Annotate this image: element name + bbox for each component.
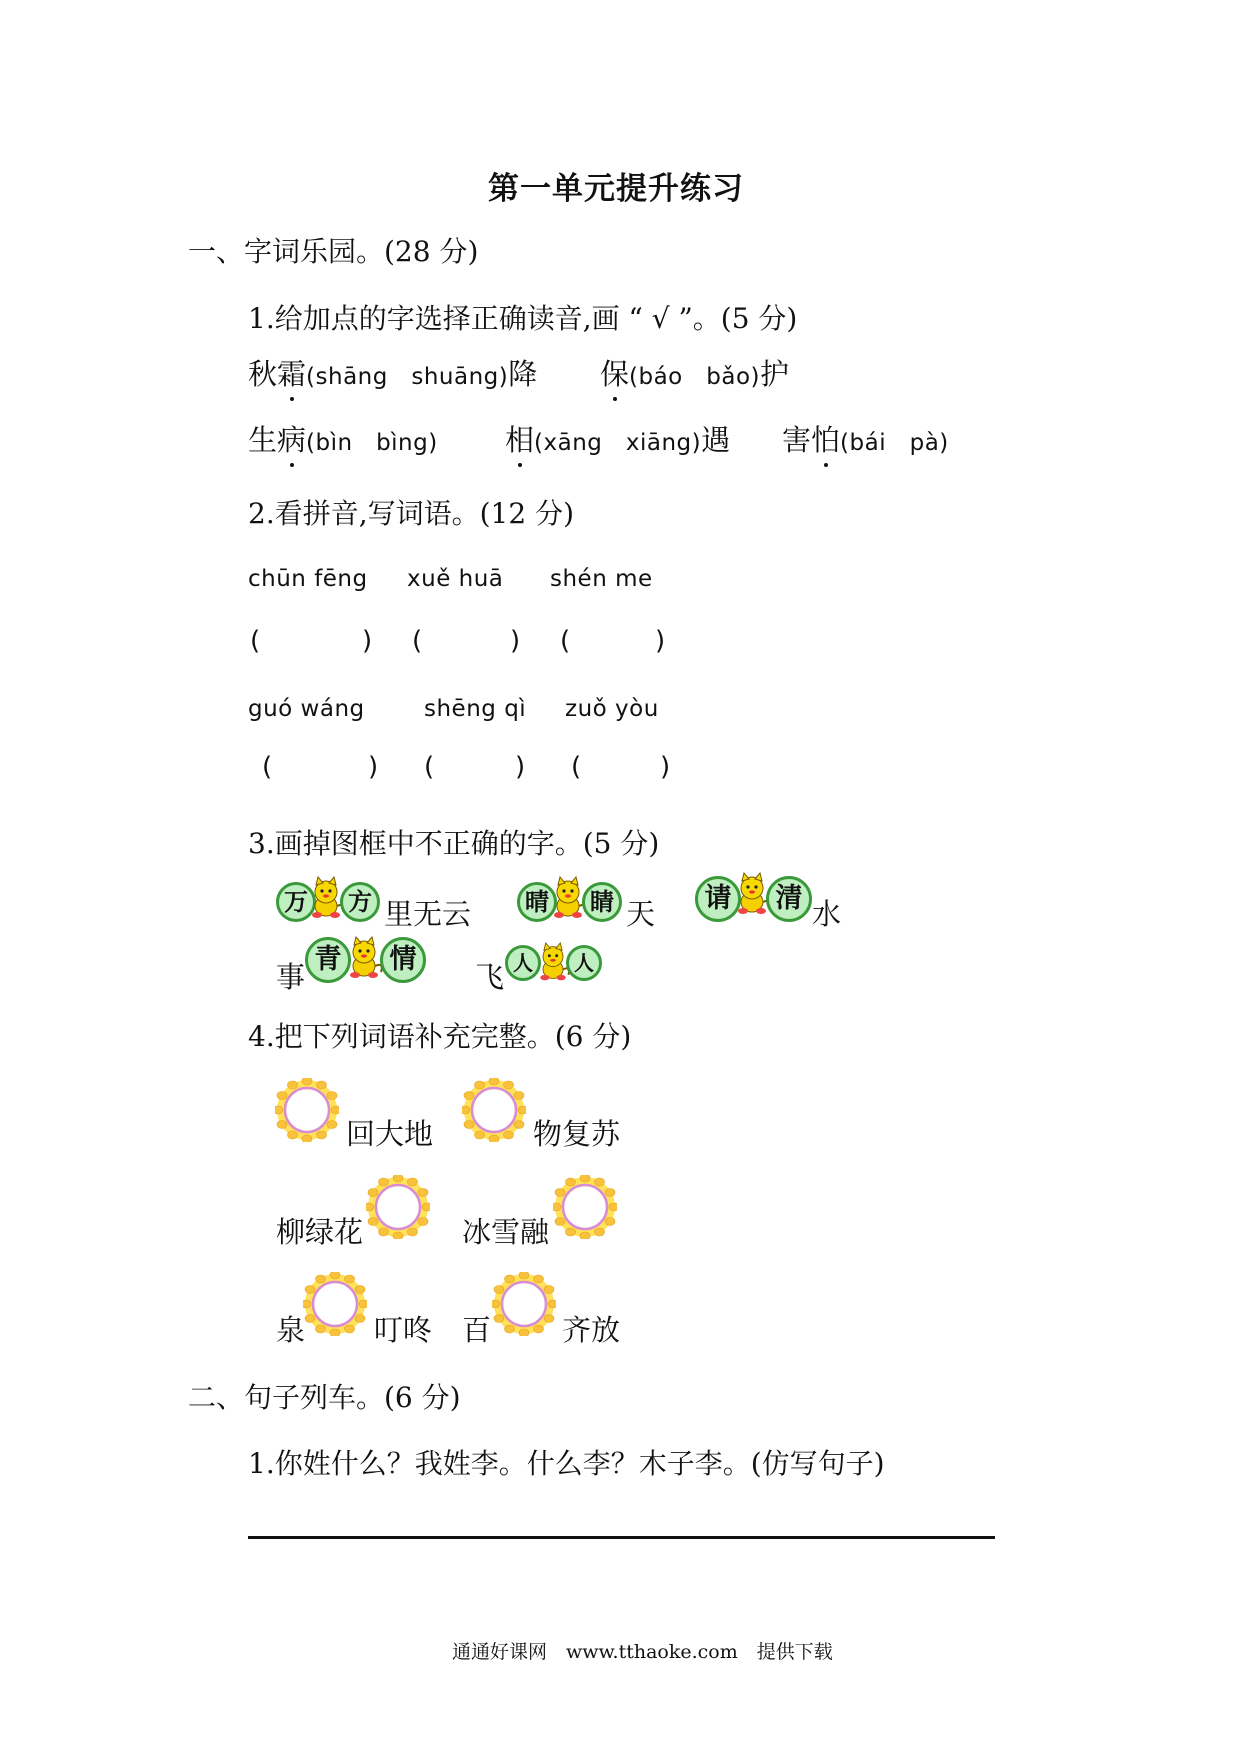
flower-answer-box[interactable] — [492, 1272, 556, 1336]
pinyin-options: (bái pà) — [840, 430, 949, 456]
dotted-char: 霜 — [277, 352, 306, 393]
word-fragment: 叮咚 — [374, 1313, 433, 1347]
answer-bracket-open: ( — [571, 752, 582, 782]
q1-item-1 — [248, 352, 537, 393]
choice-char[interactable]: 万 — [276, 882, 316, 922]
flower-answer-box[interactable] — [303, 1272, 367, 1336]
flower-answer-box[interactable] — [275, 1078, 339, 1142]
pinyin-word: xuě huā — [407, 566, 504, 592]
answer-bracket-open: ( — [412, 626, 423, 656]
word-fragment: 水 — [812, 897, 842, 931]
flower-answer-box[interactable] — [553, 1175, 617, 1239]
dotted-char: 病 — [277, 418, 306, 459]
q1-item-3 — [248, 418, 438, 459]
q2-prompt: 2.看拼音,写词语。(12 分) — [248, 497, 574, 530]
answer-bracket-close: ) — [655, 626, 666, 656]
q4-prompt: 4.把下列词语补充完整。(6 分) — [248, 1020, 632, 1053]
pinyin-options: (xāng xiāng) — [534, 430, 702, 456]
pinyin-options: (báo bǎo) — [629, 364, 760, 390]
choice-char[interactable]: 情 — [380, 937, 426, 983]
answer-bracket-open: ( — [560, 626, 571, 656]
q1-item-2 — [600, 352, 789, 393]
choice-char[interactable]: 清 — [766, 876, 812, 922]
footer-text: 通通好课网 www.tthaoke.com 提供下载 — [452, 1641, 833, 1663]
word-fragment: 天 — [626, 897, 656, 931]
pinyin-word: chūn fēng — [248, 566, 368, 592]
answer-bracket-open: ( — [250, 626, 261, 656]
answer-bracket-close: ) — [510, 626, 521, 656]
q1-item-4 — [505, 418, 730, 459]
word-fragment: 泉 — [276, 1313, 306, 1347]
item-text: 生 — [248, 423, 278, 457]
answer-bracket-close: ) — [362, 626, 373, 656]
choice-char[interactable]: 请 — [695, 876, 741, 922]
item-text: 害 — [782, 423, 812, 457]
pinyin-word: shēng qì — [424, 696, 527, 722]
choice-char[interactable]: 青 — [305, 937, 351, 983]
pinyin-word: zuǒ yòu — [565, 696, 659, 722]
choice-char[interactable]: 睛 — [582, 882, 622, 922]
answer-bracket-close: ) — [515, 752, 526, 782]
item-text: 秋 — [248, 357, 278, 391]
word-fragment: 事 — [276, 960, 306, 994]
item-text: 护 — [760, 357, 790, 391]
choice-char[interactable]: 人 — [566, 945, 602, 981]
word-fragment: 物复苏 — [533, 1117, 621, 1151]
flower-answer-box[interactable] — [366, 1175, 430, 1239]
section-1-heading: 一、字词乐园。(28 分) — [188, 235, 479, 268]
word-fragment: 百 — [462, 1313, 492, 1347]
section2-q1-prompt: 1.你姓什么？我姓李。什么李？木子李。(仿写句子) — [248, 1447, 885, 1480]
answer-bracket-close: ) — [660, 752, 671, 782]
answer-bracket-close: ) — [368, 752, 379, 782]
answer-bracket-open: ( — [424, 752, 435, 782]
word-fragment: 柳绿花 — [276, 1215, 364, 1249]
choice-char[interactable]: 晴 — [517, 882, 557, 922]
dotted-char: 保 — [600, 352, 629, 393]
dotted-char: 怕 — [811, 418, 840, 459]
answer-line[interactable] — [248, 1536, 995, 1539]
answer-bracket-open: ( — [262, 752, 273, 782]
pinyin-options: (bìn bìng) — [306, 430, 438, 456]
item-text: 降 — [508, 357, 538, 391]
pinyin-word: guó wáng — [248, 696, 365, 722]
word-fragment: 齐放 — [562, 1313, 621, 1347]
q1-prompt: 1.给加点的字选择正确读音,画 “ √ ”。(5 分) — [248, 302, 798, 335]
pinyin-word: shén me — [550, 566, 653, 592]
word-fragment: 冰雪融 — [462, 1215, 550, 1249]
choice-char[interactable]: 人 — [505, 945, 541, 981]
choice-char[interactable]: 方 — [340, 882, 380, 922]
q3-prompt: 3.画掉图框中不正确的字。(5 分) — [248, 827, 660, 860]
pinyin-options: (shāng shuāng) — [306, 364, 509, 390]
word-fragment: 飞 — [475, 960, 505, 994]
q1-item-5 — [782, 418, 949, 459]
dotted-char: 相 — [505, 418, 534, 459]
section-2-heading: 二、句子列车。(6 分) — [188, 1381, 461, 1414]
item-text: 遇 — [701, 423, 731, 457]
word-fragment: 里无云 — [384, 897, 472, 931]
flower-answer-box[interactable] — [462, 1078, 526, 1142]
page-title: 第一单元提升练习 — [488, 171, 744, 207]
word-fragment: 回大地 — [346, 1117, 434, 1151]
